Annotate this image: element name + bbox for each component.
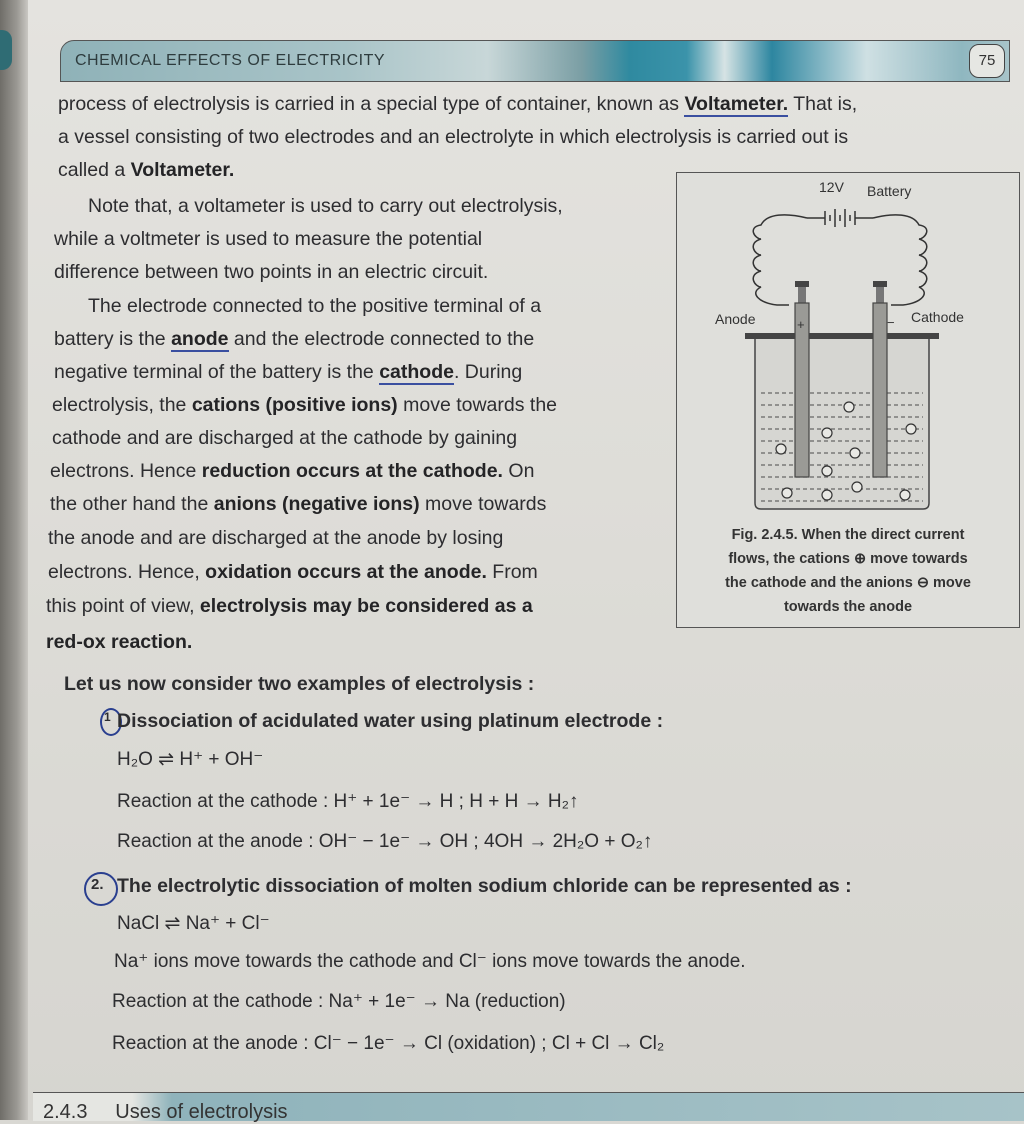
intro-line-3: called a Voltameter. (58, 159, 235, 181)
example-1-anode-reaction: Reaction at the anode : OH⁻ − 1e⁻ → OH ; 4OH → 2H₂O + O₂↑ (117, 831, 653, 852)
example-1-cathode-reaction: Reaction at the cathode : H⁺ + 1e⁻ → H ; H + H → H₂↑ (117, 791, 579, 812)
electrode-line-2: battery is the anode and the electrode connected to the (54, 328, 535, 350)
anode-sign: + (797, 317, 805, 332)
electrode-line-1: The electrode connected to the positive terminal of a (88, 295, 542, 317)
example-2-anode-reaction: Reaction at the anode : Cl⁻ − 1e⁻ → Cl (oxidation) ; Cl + Cl → Cl₂ (112, 1033, 665, 1054)
cathode-electrode (873, 303, 887, 477)
cathode-sign: − (887, 315, 895, 330)
intro-line-1: process of electrolysis is carried in a special type of container, known as Voltameter. That is, (58, 93, 858, 115)
anode-label: Anode (715, 311, 756, 327)
page-number: 75 (969, 44, 1005, 78)
intro-line-2: a vessel consisting of two electrodes and an electrolyte in which electrolysis is carried out is (58, 126, 849, 148)
note-line-3: difference between two points in an electric circuit. (54, 261, 489, 283)
voltameter-term: Voltameter. (684, 93, 789, 115)
next-section-heading: 2.4.3 Uses of electrolysis (43, 1101, 288, 1123)
example-1-equation: H₂O ⇌ H⁺ + OH⁻ (117, 749, 264, 770)
battery-icon (807, 209, 873, 227)
electrode-line-9: electrons. Hence, oxidation occurs at the anode. From (48, 561, 538, 583)
chapter-title: CHEMICAL EFFECTS OF ELECTRICITY (75, 52, 386, 69)
voltage-label: 12V (819, 179, 844, 195)
example-2-cathode-reaction: Reaction at the cathode : Na⁺ + 1e⁻ → Na (reduction) (112, 991, 566, 1012)
electrode-line-11: red-ox reaction. (46, 631, 193, 653)
electrode-line-3: negative terminal of the battery is the cathode. During (54, 361, 523, 383)
example-1-number: 1 (104, 710, 111, 724)
examples-intro: Let us now consider two examples of electrolysis : (64, 673, 535, 695)
example-2-equation: NaCl ⇌ Na⁺ + Cl⁻ (117, 913, 270, 934)
electrode-line-10: this point of view, electrolysis may be considered as a (46, 595, 533, 617)
note-line-2: while a voltmeter is used to measure the potential (54, 228, 483, 250)
battery-label: Battery (867, 183, 912, 199)
electrode-line-4: electrolysis, the cations (positive ions) move towards the (52, 394, 558, 416)
spine-tab (0, 30, 12, 70)
example-1-title: Dissociation of acidulated water using platinum electrode : (117, 710, 664, 732)
chapter-header-banner (60, 40, 1010, 82)
cathode-term: cathode (379, 361, 454, 383)
example-2-title: The electrolytic dissociation of molten sodium chloride can be represented as : (117, 875, 852, 897)
electrode-line-7: the other hand the anions (negative ions) move towards (50, 493, 547, 515)
note-line-1: Note that, a voltameter is used to carry out electrolysis, (88, 195, 563, 217)
anode-term: anode (171, 328, 229, 350)
next-section-banner (33, 1092, 1024, 1121)
figure-caption: Fig. 2.4.5. When the direct current flows, the cations ⊕ move towards the cathode and the anions ⊖ move towards the anode (725, 527, 971, 615)
example-2-number: 2. (91, 876, 104, 893)
electrode-line-5: cathode and are discharged at the cathode by gaining (52, 427, 518, 449)
voltameter-diagram (677, 173, 1019, 518)
electrode-line-6: electrons. Hence reduction occurs at the cathode. On (50, 460, 535, 482)
figure-voltameter (676, 172, 1020, 628)
example-2-ions: Na⁺ ions move towards the cathode and Cl⁻ ions move towards the anode. (114, 951, 746, 972)
book-spine (0, 0, 28, 1120)
electrode-line-8: the anode and are discharged at the anode by losing (48, 527, 504, 549)
cathode-label: Cathode (911, 309, 964, 325)
